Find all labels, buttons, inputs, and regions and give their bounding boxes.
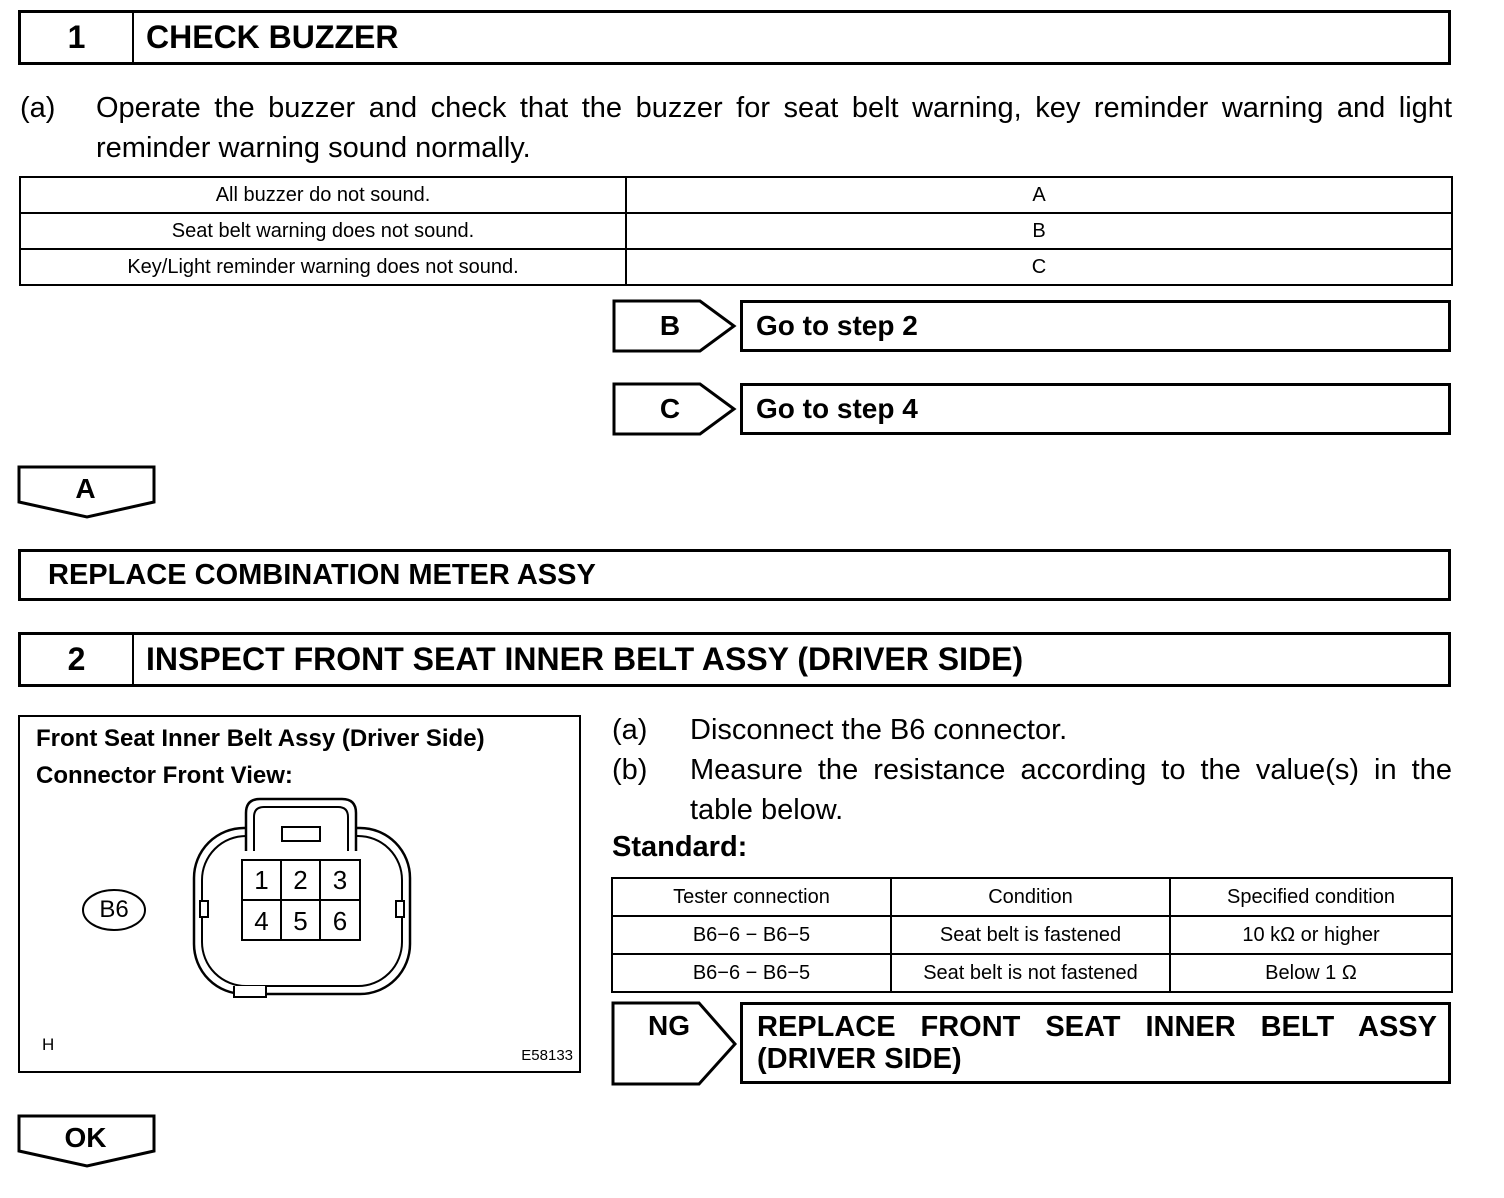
table-row: [20, 249, 1452, 285]
ng-label: NG: [648, 1010, 690, 1041]
result-condition: All buzzer do not sound.: [20, 177, 626, 213]
continue-a-label: A: [75, 473, 96, 504]
step-2-instruction-a-marker: (a): [612, 714, 648, 746]
jump-c-link[interactable]: Go to step 4: [740, 383, 1451, 435]
header-tester-connection: Tester connection: [612, 878, 891, 916]
standard-label: Standard:: [612, 831, 748, 863]
table-row: [612, 916, 1452, 954]
ok-label: OK: [64, 1122, 107, 1153]
header-specified-condition: Specified condition: [1170, 878, 1452, 916]
result-table: [19, 176, 1453, 286]
figure-title-line-1: Front Seat Inner Belt Assy (Driver Side): [36, 725, 485, 752]
figure-corner-left: H: [42, 1035, 55, 1054]
cell-tester-connection: B6−6 − B6−5: [612, 916, 891, 954]
step-2-instruction-a-text: Disconnect the B6 connector.: [690, 714, 1068, 746]
step-1-instruction-text: Operate the buzzer and check that the buzzer for seat belt warning, key reminder warning and light reminder warning sound normally.: [96, 92, 1452, 164]
result-code: C: [626, 249, 1452, 285]
cell-condition: Seat belt is not fastened: [891, 954, 1170, 992]
action-replace-combination-meter: REPLACE COMBINATION METER ASSY: [18, 549, 1451, 601]
cell-condition: Seat belt is fastened: [891, 916, 1170, 954]
table-row: [612, 954, 1452, 992]
result-condition: Seat belt warning does not sound.: [20, 213, 626, 249]
connector-figure: [18, 715, 581, 1073]
jump-b-label: B: [659, 310, 681, 341]
step-1-number: 1: [21, 13, 134, 62]
cell-specified-condition: 10 kΩ or higher: [1170, 916, 1452, 954]
pin-4: 4: [254, 906, 269, 936]
figure-id: E58133: [521, 1047, 573, 1064]
pin-3: 3: [332, 865, 348, 895]
figure-title-line-2: Connector Front View:: [36, 762, 293, 789]
step-2-title: INSPECT FRONT SEAT INNER BELT ASSY (DRIVER SIDE): [146, 641, 1024, 677]
table-row: [20, 213, 1452, 249]
pin-5: 5: [293, 906, 308, 936]
pin-6: 6: [332, 906, 348, 936]
step-2-number: 2: [21, 635, 134, 684]
result-code: A: [626, 177, 1452, 213]
pin-2: 2: [293, 865, 308, 895]
cell-tester-connection: B6−6 − B6−5: [612, 954, 891, 992]
step-1-header: [18, 10, 1451, 65]
cell-specified-condition: Below 1 Ω: [1170, 954, 1452, 992]
table-row: [20, 177, 1452, 213]
ng-action: [740, 1002, 1451, 1084]
header-condition: Condition: [891, 878, 1170, 916]
table-header-row: [612, 878, 1452, 916]
connector-label: B6: [99, 896, 129, 923]
jump-c-label: C: [659, 393, 681, 424]
result-code: B: [626, 213, 1452, 249]
jump-b-link[interactable]: Go to step 2: [740, 300, 1451, 352]
step-1-title: CHECK BUZZER: [146, 19, 399, 55]
step-2-instruction-b-marker: (b): [612, 754, 648, 786]
ng-action-text: REPLACE FRONT SEAT INNER BELT ASSY (DRIVER SIDE): [757, 1011, 1437, 1075]
pin-1: 1: [254, 865, 269, 895]
step-2-header: [18, 632, 1451, 687]
step-1-instruction-marker: (a): [20, 92, 56, 124]
spec-table: [611, 877, 1453, 993]
step-2-instruction-b-text: Measure the resistance according to the value(s) in the table below.: [690, 754, 1452, 826]
result-condition: Key/Light reminder warning does not sound.: [20, 249, 626, 285]
